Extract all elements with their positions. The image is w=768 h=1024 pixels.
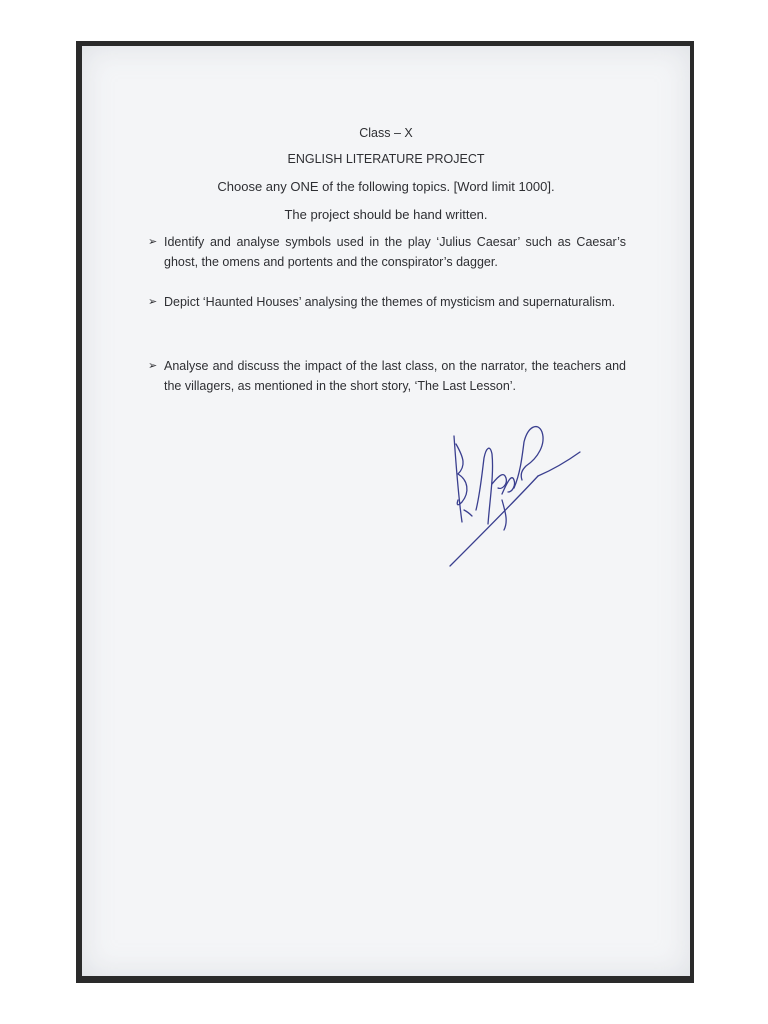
topic-text: Identify and analyse symbols used in the play ‘Julius Caesar’ such as Caesar’s ghost, the omens and portents and the conspirator’s dagger. bbox=[164, 235, 626, 269]
arrow-bullet-icon: ➢ bbox=[148, 360, 158, 372]
topic-item bbox=[148, 292, 626, 312]
handwritten-note: The project should be hand written. bbox=[284, 207, 488, 222]
arrow-bullet-icon: ➢ bbox=[148, 296, 158, 308]
signature bbox=[442, 414, 582, 584]
project-title: ENGLISH LITERATURE PROJECT bbox=[287, 152, 485, 166]
topic-text: Depict ‘Haunted Houses’ analysing the themes of mysticism and supernaturalism. bbox=[164, 295, 616, 309]
topic-text: Analyse and discuss the impact of the last class, on the narrator, the teachers and the villagers, as mentioned in the short story, ‘The Last Lesson’. bbox=[164, 359, 626, 393]
instruction-text: Choose any ONE of the following topics. [Word limit 1000]. bbox=[217, 179, 555, 194]
document-body bbox=[82, 46, 690, 976]
topic-item bbox=[148, 232, 626, 272]
class-heading: Class – X bbox=[359, 126, 413, 140]
arrow-bullet-icon: ➢ bbox=[148, 236, 158, 248]
topic-item bbox=[148, 356, 626, 396]
paper-sheet bbox=[82, 46, 690, 976]
